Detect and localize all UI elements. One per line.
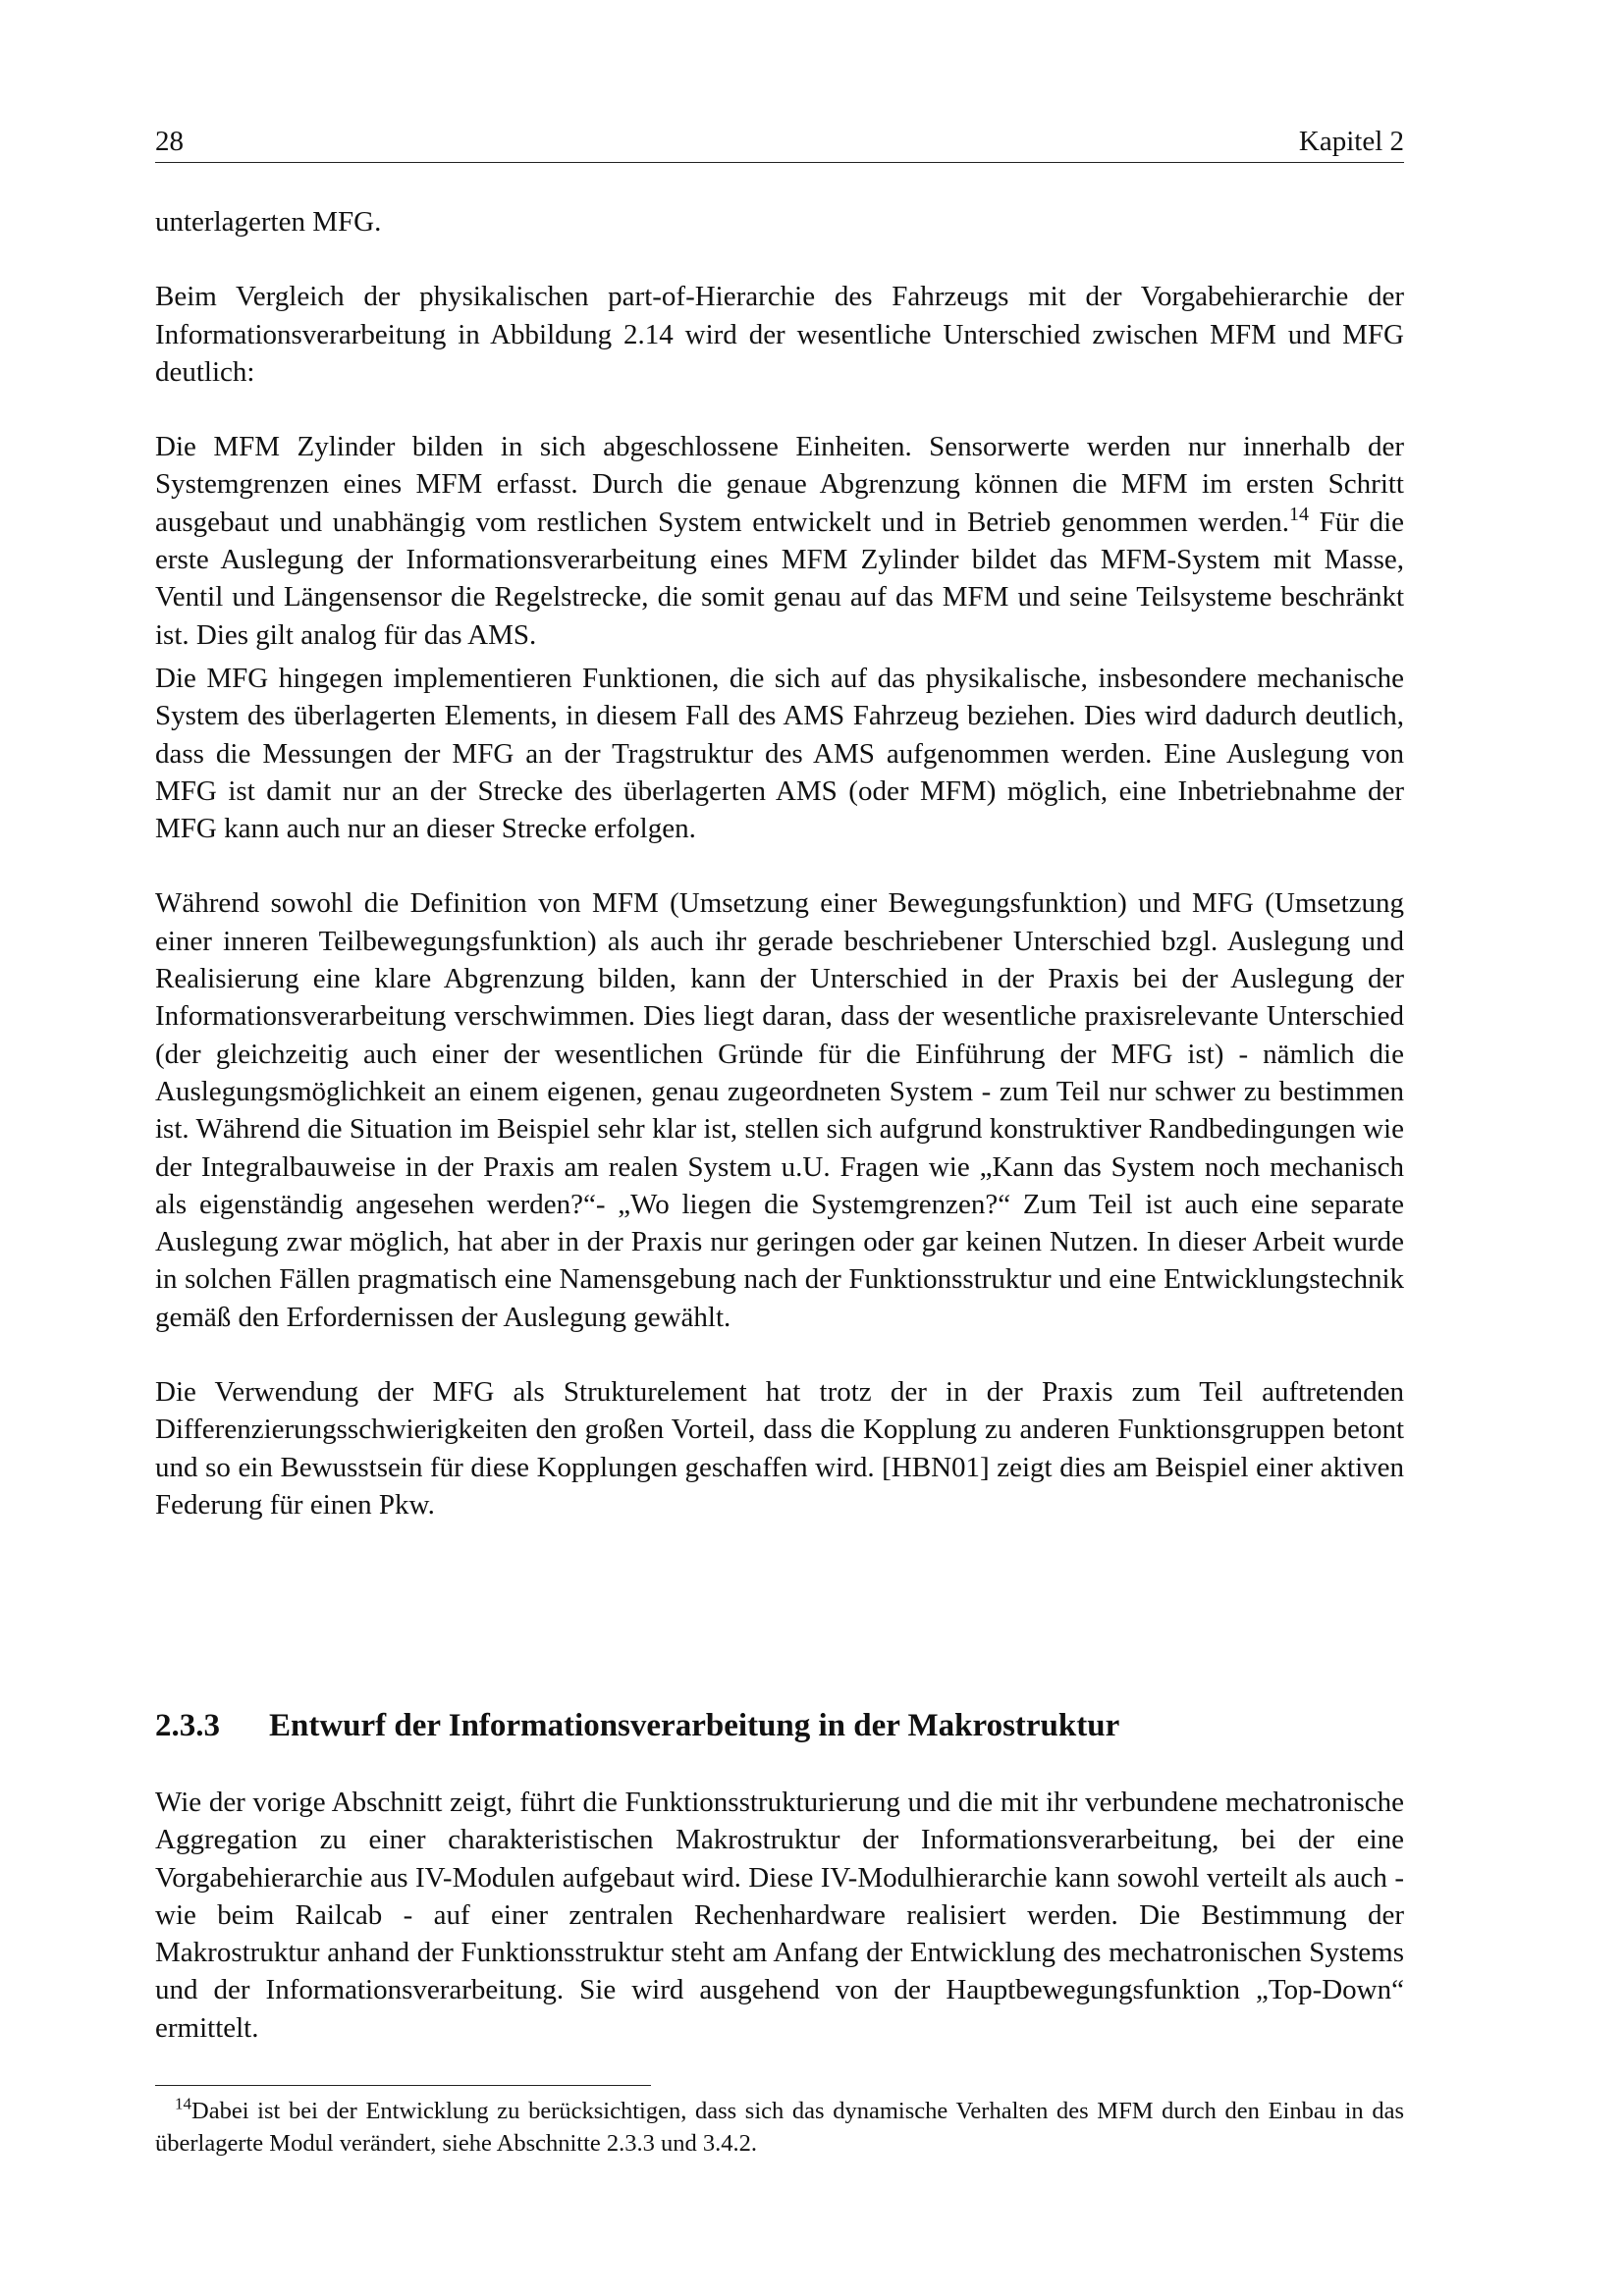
section-number: 2.3.3	[155, 1708, 220, 1743]
header-rule	[155, 162, 1404, 163]
chapter-label: Kapitel 2	[1298, 126, 1404, 157]
page-header	[155, 125, 1404, 158]
section-paragraph: Wie der vorige Abschnitt zeigt, führt die Funktionsstrukturierung und die mit ihr verbundene mechatronische Aggregation zu einer charakteristischen Makrostruktur der Informationsverarbeitung, bei der eine Vorgabehierarchie aus IV-Modulen aufgebaut wird. Diese IV-Modulhierarchie kann sowohl verteilt als auch - wie beim Railcab - auf einer zentralen Rechenhardware realisiert werden. Die Bestimmung der Makrostruktur anhand der Funktionsstruktur steht am Anfang der Entwicklung des mechatronischen Systems und der Informationsverarbeitung. Sie wird ausgehend von der Hauptbewegungsfunktion „Top-Down“ ermittelt.	[155, 1787, 1404, 2044]
footnote-marker[interactable]: 14	[1289, 503, 1310, 525]
page-number: 28	[155, 126, 184, 157]
paragraph: Beim Vergleich der physikalischen part-of-Hierarchie des Fahrzeugs mit der Vorgabehierarchie der Informationsverarbeitung in Abbildung 2.14 wird der wesentliche Unterschied zwischen MFM und MFG deutlich:	[155, 281, 1404, 388]
footnote	[155, 2095, 1404, 2160]
paragraph: Die MFG hingegen implementieren Funktionen, die sich auf das physikalische, insbesondere mechanische System des überlagerten Elements, in diesem Fall des AMS Fahrzeug beziehen. Dies wird dadurch deutlich, dass die Messungen der MFG an der Tragstruktur des AMS aufgenommen werden. Eine Auslegung von MFG ist damit nur an der Strecke des überlagerten AMS (oder MFM) möglich, eine Inbetriebnahme der MFG kann auch nur an dieser Strecke erfolgen.	[155, 662, 1404, 845]
paragraph	[155, 428, 1404, 654]
footnote-rule	[155, 2085, 651, 2086]
footnote-number: 14	[175, 2094, 191, 2113]
section-title: Entwurf der Informationsverarbeitung in der Makrostruktur	[269, 1708, 1120, 1743]
paragraph-text: Für die erste Auslegung der Informationsverarbeitung eines MFM Zylinder bildet das MFM-System mit Masse, Ventil und Längensensor die Regelstrecke, die somit genau auf das MFM und seine Teilsysteme beschränkt ist. Dies gilt analog für das AMS.	[155, 506, 1404, 651]
paragraph: Die Verwendung der MFG als Strukturelement hat trotz der in der Praxis zum Teil auftretenden Differenzierungsschwierigkeiten den großen Vorteil, dass die Kopplung zu anderen Funktionsgruppen betont und so ein Bewusstsein für diese Kopplungen geschaffen wird. [HBN01] zeigt dies am Beispiel einer aktiven Federung für einen Pkw.	[155, 1376, 1404, 1521]
paragraph: Während sowohl die Definition von MFM (Umsetzung einer Bewegungsfunktion) und MFG (Umsetzung einer inneren Teilbewegungsfunktion) als auch ihr gerade beschriebener Unterschied bzgl. Auslegung und Realisierung eine klare Abgrenzung bilden, kann der Unterschied in der Praxis bei der Auslegung der Informationsverarbeitung verschwimmen. Dies liegt daran, dass der wesentliche praxisrelevante Unterschied (der gleichzeitig auch einer der wesentlichen Gründe für die Einführung der MFG ist) - nämlich die Auslegungsmöglichkeit an einem eigenen, genau zugeordneten System - zum Teil nur schwer zu bestimmen ist. Während die Situation im Beispiel sehr klar ist, stellen sich aufgrund konstruktiver Randbedingungen wie der Integralbauweise in der Praxis am realen System u.U. Fragen wie „Kann das System noch mechanisch als eigenständig angesehen werden?“- „Wo liegen die Systemgrenzen?“ Zum Teil ist auch eine separate Auslegung zwar möglich, hat aber in der Praxis nur geringen oder gar keinen Nutzen. In dieser Arbeit wurde in solchen Fällen pragmatisch eine Namensgebung nach der Funktionsstruktur und eine Entwicklungstechnik gemäß den Erfordernissen der Auslegung gewählt.	[155, 887, 1404, 1333]
section-heading	[155, 1706, 1404, 1745]
footnote-text: Dabei ist bei der Entwicklung zu berücksichtigen, dass sich das dynamische Verhalten des MFM durch den Einbau in das überlagerte Modul verändert, siehe Abschnitte 2.3.3 und 3.4.2.	[155, 2098, 1404, 2157]
body-text	[155, 203, 1404, 1523]
paragraph: unterlagerten MFG.	[155, 206, 382, 238]
paragraph-text: Die MFM Zylinder bilden in sich abgeschlossene Einheiten. Sensorwerte werden nur innerhalb der Systemgrenzen eines MFM erfasst. Durch die genaue Abgrenzung können die MFM im ersten Schritt ausgebaut und unabhängig vom restlichen System entwickelt und in Betrieb genommen werden.	[155, 431, 1404, 538]
